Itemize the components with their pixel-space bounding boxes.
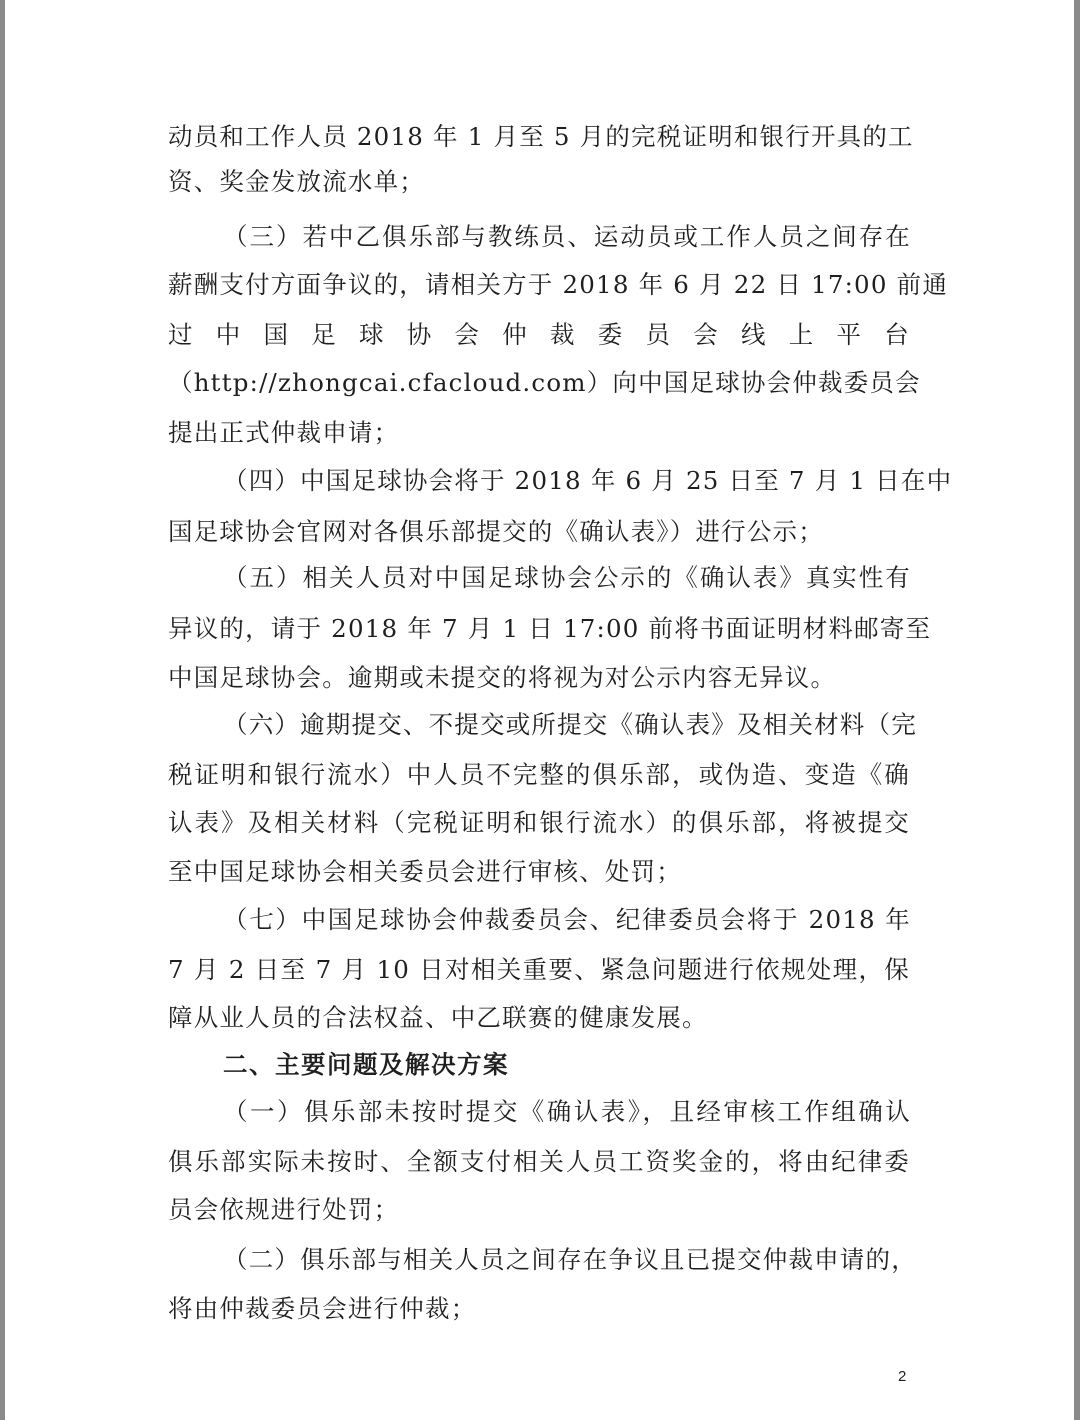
text-line: （一）俱乐部未按时提交《确认表》，且经审核工作组确认: [223, 1097, 911, 1126]
text-line: 薪酬支付方面争议的，请相关方于 2018 年 6 月 22 日 17:00 前通: [168, 270, 949, 299]
section-heading: 二、主要问题及解决方案: [223, 1050, 509, 1079]
text-line: （http://zhongcai.cfacloud.com）向中国足球协会仲裁委员会: [168, 368, 921, 397]
text-line: 税证明和银行流水）中人员不完整的俱乐部，或伪造、变造《确: [168, 760, 910, 789]
text-line: 认表》及相关材料（完税证明和银行流水）的俱乐部，将被提交: [168, 808, 910, 837]
text-line: （二）俱乐部与相关人员之间存在争议且已提交仲裁申请的，: [223, 1245, 917, 1274]
text-line: 动员和工作人员 2018 年 1 月至 5 月的完税证明和银行开具的工: [168, 122, 914, 151]
text-line: （七）中国足球协会仲裁委员会、纪律委员会将于 2018 年: [223, 905, 911, 934]
text-line: （四）中国足球协会将于 2018 年 6 月 25 日至 7 月 1 日在中: [223, 466, 953, 495]
text-line: 中国足球协会。逾期或未提交的将视为对公示内容无异议。: [168, 663, 837, 692]
text-line: 障从业人员的合法权益、中乙联赛的健康发展。: [168, 1003, 708, 1032]
text-line: 资、奖金发放流水单；: [168, 167, 425, 196]
scan-edge-right: [1074, 0, 1080, 1420]
text-line: 员会依规进行处罚；: [168, 1195, 400, 1224]
text-line: （六）逾期提交、不提交或所提交《确认表》及相关材料（完: [223, 710, 917, 739]
text-line: 7 月 2 日至 7 月 10 日对相关重要、紧急问题进行依规处理，保: [168, 955, 910, 984]
text-line: 至中国足球协会相关委员会进行审核、处罚；: [168, 857, 682, 886]
text-line: （五）相关人员对中国足球协会公示的《确认表》真实性有: [223, 563, 911, 592]
text-line: 提出正式仲裁申请；: [168, 418, 400, 447]
text-line: 过 中 国 足 球 协 会 仲 裁 委 员 会 线 上 平 台: [168, 320, 910, 349]
text-line: 国足球协会官网对各俱乐部提交的《确认表》）进行公示；: [168, 517, 824, 546]
text-line: 异议的，请于 2018 年 7 月 1 日 17:00 前将书面证明材料邮寄至: [168, 614, 932, 643]
text-line: （三）若中乙俱乐部与教练员、运动员或工作人员之间存在: [223, 222, 911, 251]
page-number: 2: [898, 1368, 907, 1385]
text-line: 俱乐部实际未按时、全额支付相关人员工资奖金的，将由纪律委: [168, 1147, 910, 1176]
text-line: 将由仲裁委员会进行仲裁；: [168, 1294, 477, 1323]
document-page: [5, 0, 1074, 1420]
